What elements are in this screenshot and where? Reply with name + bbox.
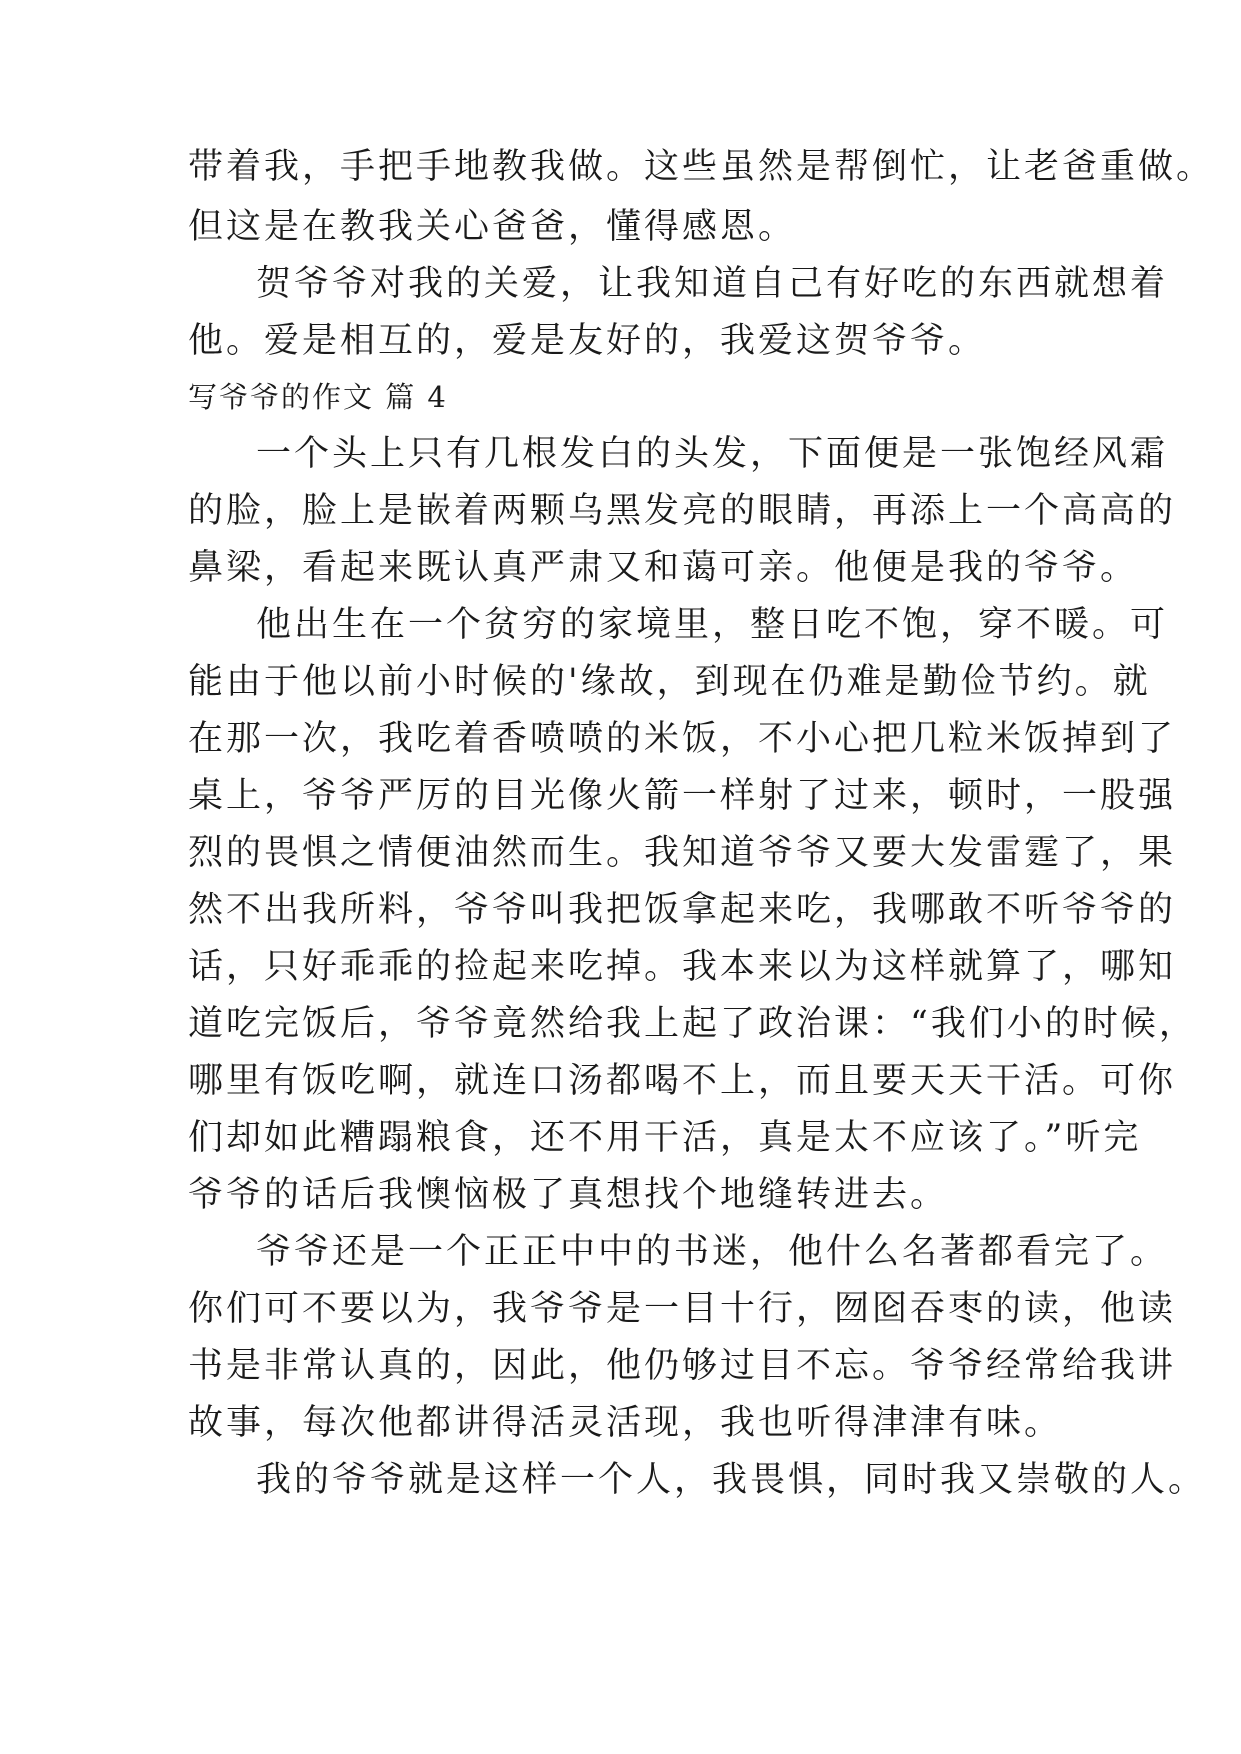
text-line: 他。爱是相互的，爱是友好的，我爱这贺爷爷。 <box>188 321 987 361</box>
text-line: 故事，每次他都讲得活灵活现，我也听得津津有味。 <box>188 1403 1063 1443</box>
text-line: 道吃完饭后，爷爷竟然给我上起了政治课：“我们小的时候， <box>188 1004 1197 1044</box>
text-line: 烈的畏惧之情便油然而生。我知道爷爷又要大发雷霆了，果 <box>188 833 1177 873</box>
text-line: 你们可不要以为，我爷爷是一目十行，囫囵吞枣的读，他读 <box>188 1289 1177 1329</box>
text-line: 哪里有饭吃啊，就连口汤都喝不上，而且要天天干活。可你 <box>188 1061 1177 1101</box>
paragraph-start: 一个头上只有几根发白的头发，下面便是一张饱经风霜 <box>256 434 1169 474</box>
section-heading: 写爷爷的作文 篇 4 <box>188 380 448 414</box>
text-line: 们却如此糟蹋粮食，还不用干活，真是太不应该了。”听完 <box>188 1118 1142 1158</box>
text-line: 书是非常认真的，因此，他仍够过目不忘。爷爷经常给我讲 <box>188 1346 1177 1386</box>
text-line: 但这是在教我关心爸爸，懂得感恩。 <box>188 207 797 247</box>
text-line: 鼻梁，看起来既认真严肃又和蔼可亲。他便是我的爷爷。 <box>188 548 1139 588</box>
text-line: 在那一次，我吃着香喷喷的米饭，不小心把几粒米饭掉到了 <box>188 719 1177 759</box>
text-line: 的脸，脸上是嵌着两颗乌黑发亮的眼睛，再添上一个高高的 <box>188 491 1177 531</box>
text-line: 爷爷的话后我懊恼极了真想找个地缝转进去。 <box>188 1175 949 1215</box>
text-line: 能由于他以前小时候的'缘故，到现在仍难是勤俭节约。就 <box>188 662 1151 702</box>
paragraph-start: 贺爷爷对我的关爱，让我知道自己有好吃的东西就想着 <box>256 264 1169 304</box>
paragraph-start: 我的爷爷就是这样一个人，我畏惧，同时我又崇敬的人。 <box>256 1460 1207 1500</box>
text-line: 桌上，爷爷严厉的目光像火箭一样射了过来，顿时，一股强 <box>188 776 1177 816</box>
paragraph-start: 他出生在一个贫穷的家境里，整日吃不饱，穿不暖。可 <box>256 605 1169 645</box>
text-line: 话，只好乖乖的捡起来吃掉。我本来以为这样就算了，哪知 <box>188 947 1177 987</box>
paragraph-start: 爷爷还是一个正正中中的书迷，他什么名著都看完了。 <box>256 1232 1169 1272</box>
text-line: 然不出我所料，爷爷叫我把饭拿起来吃，我哪敢不听爷爷的 <box>188 890 1177 930</box>
text-line: 带着我，手把手地教我做。这些虽然是帮倒忙，让老爸重做。 <box>188 147 1215 187</box>
